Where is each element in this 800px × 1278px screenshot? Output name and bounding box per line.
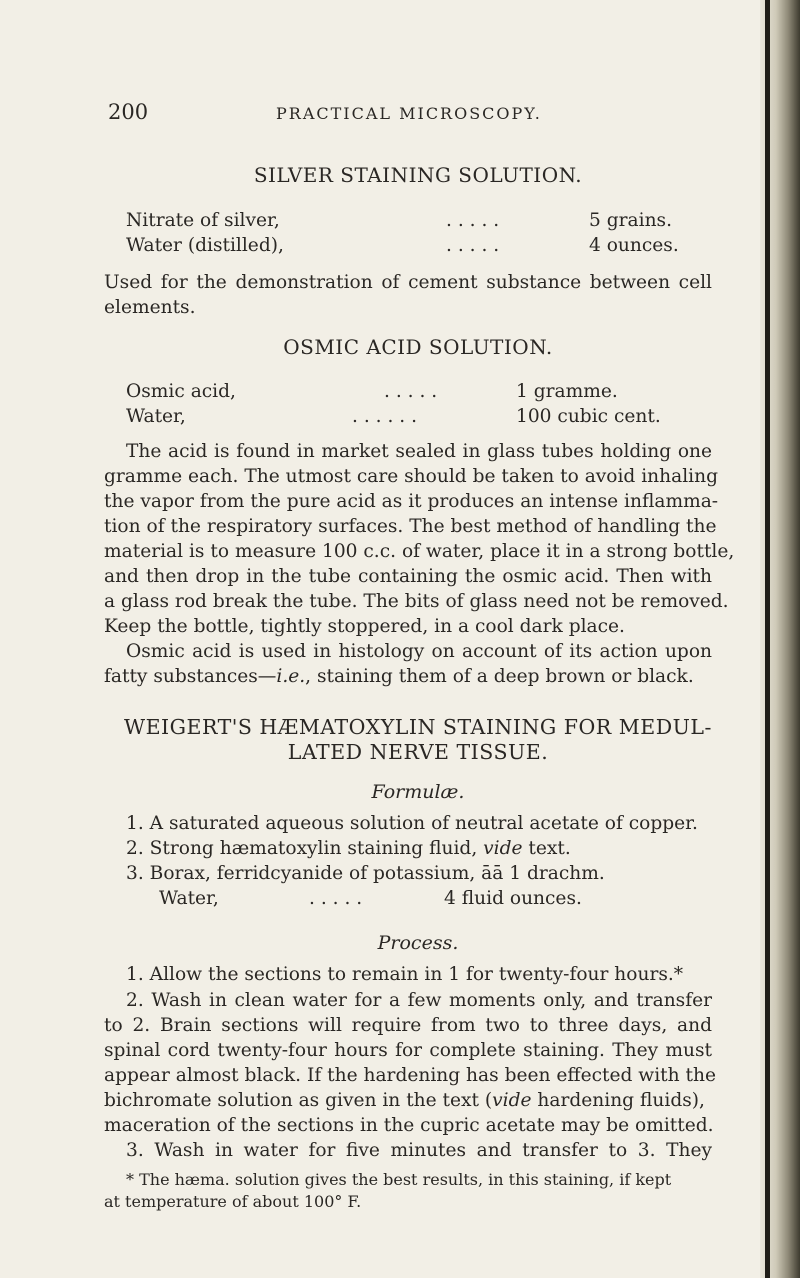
- formula-3-water: Water,: [159, 888, 219, 909]
- osmic-row-1-leader: . . . . .: [384, 381, 438, 402]
- osmic-para-line-2: gramme each. The utmost care should be taken to avoid inhaling: [104, 466, 718, 487]
- weigert-heading-line-1: WEIGERT'S HÆMATOXYLIN STAINING FOR MEDUL-: [124, 715, 712, 739]
- process-step-2-line-2: to 2. Brain sections will require from two to three days, and: [104, 1015, 712, 1036]
- osmic-row-2-qty: 100 cubic cent.: [516, 406, 661, 427]
- step-2-line-5-text-a: bichromate solution as given in the text (: [104, 1090, 493, 1111]
- osmic-para-line-5: material is to measure 100 c.c. of water, place it in a strong bottle,: [104, 541, 735, 562]
- formula-2-ital: vide: [483, 838, 523, 859]
- osmic-row-2-name: Water,: [126, 406, 186, 427]
- osmic-para-line-3: the vapor from the pure acid as it produces an intense inflamma-: [104, 491, 719, 512]
- page-number: 200: [108, 100, 149, 124]
- footnote-line-2: at temperature of about 100° F.: [104, 1192, 362, 1211]
- osmic-row-2-leader: . . . . . .: [352, 406, 418, 427]
- osmic-row-1-name: Osmic acid,: [126, 381, 236, 402]
- osmic-para2-line-2: [104, 666, 694, 687]
- running-title: PRACTICAL MICROSCOPY.: [276, 104, 542, 123]
- silver-row-2-name: Water (distilled),: [126, 235, 284, 256]
- osmic-para2-text-a: fatty substances—: [104, 666, 277, 687]
- formula-3-qty: 4 fluid ounces.: [444, 888, 582, 909]
- formula-3-leader: . . . . .: [309, 888, 363, 909]
- osmic-para2-text-b: , staining them of a deep brown or black.: [305, 666, 694, 687]
- osmic-para-line-7: a glass rod break the tube. The bits of glass need not be removed.: [104, 591, 729, 612]
- formula-2-text-a: 2. Strong hæmatoxylin staining fluid,: [126, 838, 484, 859]
- formula-2-text-b: text.: [522, 838, 571, 859]
- formula-item-2: [126, 838, 571, 859]
- page-header: [108, 100, 728, 128]
- silver-row-2-qty: 4 ounces.: [589, 235, 679, 256]
- silver-row-1-name: Nitrate of silver,: [126, 210, 280, 231]
- osmic-para2-line-1: Osmic acid is used in histology on account of its action upon: [126, 641, 712, 662]
- process-heading: Process.: [377, 932, 459, 954]
- process-step-3-line-1: 3. Wash in water for five minutes and transfer to 3. They: [126, 1140, 712, 1161]
- process-step-2-line-4: appear almost black. If the hardening has been effected with the: [104, 1065, 716, 1086]
- osmic-para-line-8: Keep the bottle, tightly stoppered, in a cool dark place.: [104, 616, 625, 637]
- formulae-heading: Formulæ.: [371, 781, 465, 803]
- formula-item-3: 3. Borax, ferridcyanide of potassium, āā 1 drachm.: [126, 863, 605, 884]
- process-step-2-line-3: spinal cord twenty-four hours for complete staining. They must: [104, 1040, 712, 1061]
- silver-note-line-2: elements.: [104, 297, 196, 318]
- osmic-para2-ital: i.e.: [276, 666, 306, 687]
- osmic-para-line-1: The acid is found in market sealed in glass tubes holding one: [126, 441, 712, 462]
- process-step-2-line-1: 2. Wash in clean water for a few moments only, and transfer: [126, 990, 712, 1011]
- process-step-2-line-5: [104, 1090, 705, 1111]
- silver-row-1-qty: 5 grains.: [589, 210, 672, 231]
- weigert-heading-line-2: LATED NERVE TISSUE.: [287, 740, 549, 764]
- osmic-para-line-4: tion of the respiratory surfaces. The best method of handling the: [104, 516, 717, 537]
- binding-edge: [765, 0, 770, 1278]
- formula-item-1: 1. A saturated aqueous solution of neutral acetate of copper.: [126, 813, 698, 834]
- silver-row-1-leader: . . . . .: [446, 210, 500, 231]
- process-step-1: 1. Allow the sections to remain in 1 for twenty-four hours.*: [126, 964, 684, 985]
- step-2-line-5-text-b: hardening fluids),: [531, 1090, 705, 1111]
- silver-note-line-1: Used for the demonstration of cement substance between cell: [104, 272, 712, 293]
- footnote-line-1: * The hæma. solution gives the best results, in this staining, if kept: [126, 1170, 672, 1189]
- step-2-line-5-ital: vide: [492, 1090, 532, 1111]
- silver-row-2-leader: . . . . .: [446, 235, 500, 256]
- process-step-2-line-6: maceration of the sections in the cupric acetate may be omitted.: [104, 1115, 714, 1136]
- osmic-para-line-6: and then drop in the tube containing the osmic acid. Then with: [104, 566, 712, 587]
- osmic-heading: OSMIC ACID SOLUTION.: [283, 335, 553, 359]
- silver-heading: SILVER STAINING SOLUTION.: [253, 163, 583, 187]
- osmic-row-1-qty: 1 gramme.: [516, 381, 618, 402]
